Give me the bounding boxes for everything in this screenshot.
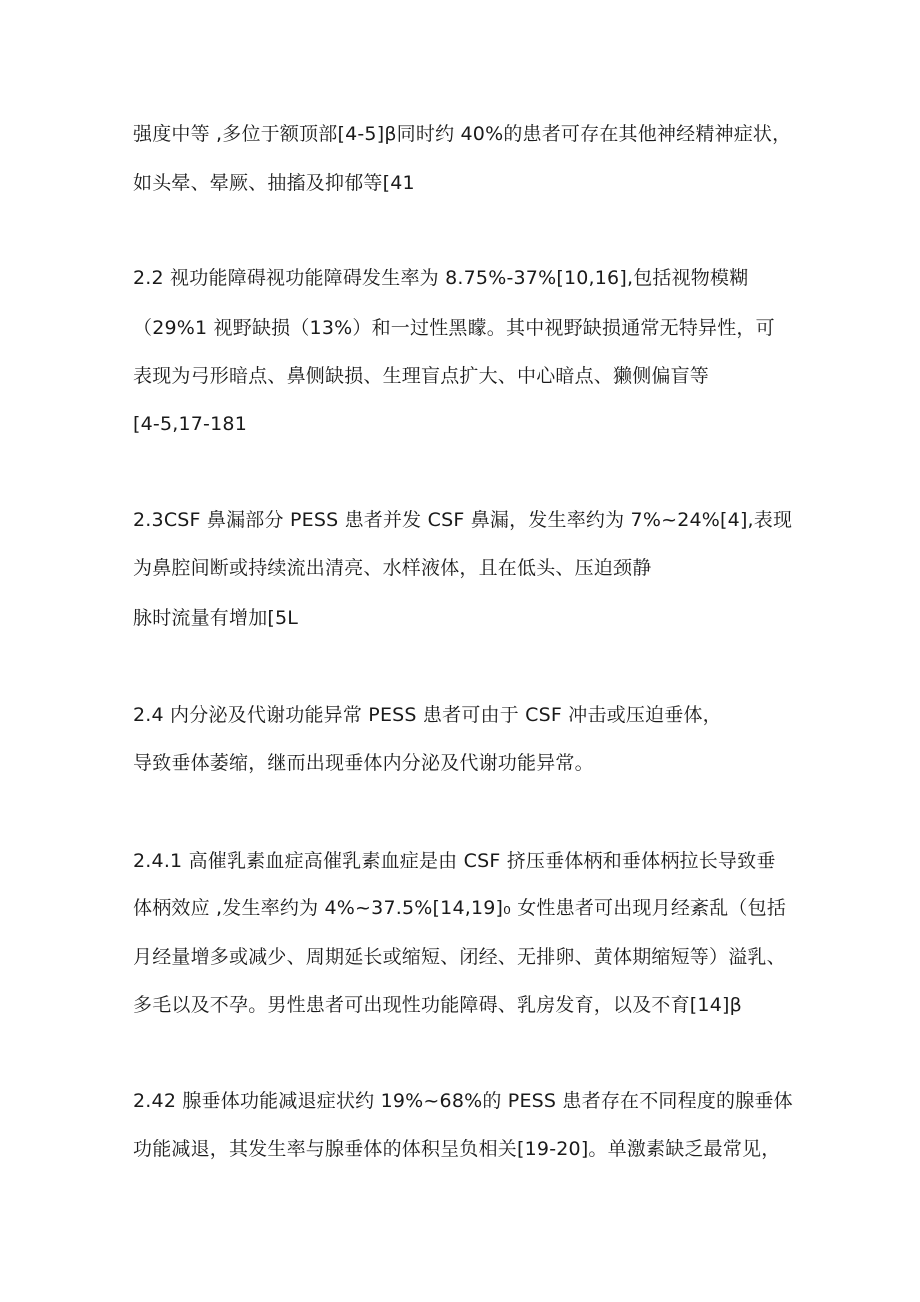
text-line: 体柄效应 ,发生率约为 4%~37.5%[14,19]₀ 女性患者可出现月经紊乱（包括 [133, 897, 787, 919]
text-line: 如头晕、晕厥、抽搐及抑郁等[41 [133, 172, 415, 194]
text-line: 表现为弓形暗点、鼻侧缺损、生理盲点扩大、中心暗点、獭侧偏盲等 [133, 365, 710, 387]
text-line: 2.4.1 高催乳素血症高催乳素血症是由 CSF 挤压垂体柄和垂体柄拉长导致垂 [133, 850, 776, 872]
text-line: 2.42 腺垂体功能减退症状约 19%~68%的 PESS 患者存在不同程度的腺垂体 [133, 1090, 793, 1112]
text-line: （29%1 视野缺损（13%）和一过性黑矇。其中视野缺损通常无特异性，可 [133, 317, 775, 339]
text-line: 2.3CSF 鼻漏部分 PESS 患者并发 CSF 鼻漏，发生率约为 7%~24%[4],表现 [133, 509, 793, 531]
text-line: 月经量增多或减少、周期延长或缩短、闭经、无排卵、黄体期缩短等）溢乳、 [133, 946, 786, 968]
text-line: 脉时流量有增加[5L [133, 607, 299, 629]
text-line: 2.2 视功能障碍视功能障碍发生率为 8.75%-37%[10,16],包括视物模糊 [133, 267, 749, 289]
text-line: 为鼻腔间断或持续流出清亮、水样液体，且在低头、压迫颈静 [133, 557, 652, 579]
text-line: 多毛以及不孕。男性患者可出现性功能障碍、乳房发育，以及不育[14]β [133, 994, 742, 1016]
text-line: [4-5,17-181 [133, 413, 247, 435]
text-line: 2.4 内分泌及代谢功能异常 PESS 患者可由于 CSF 冲击或压迫垂体， [133, 704, 722, 726]
text-line: 导致垂体萎缩，继而出现垂体内分泌及代谢功能异常。 [133, 752, 594, 774]
text-line: 功能减退，其发生率与腺垂体的体积呈负相关[19-20]。单激素缺乏最常见， [133, 1138, 781, 1160]
text-line: 强度中等 ,多位于额顶部[4-5]β同时约 40%的患者可存在其他神经精神症状， [133, 123, 792, 145]
